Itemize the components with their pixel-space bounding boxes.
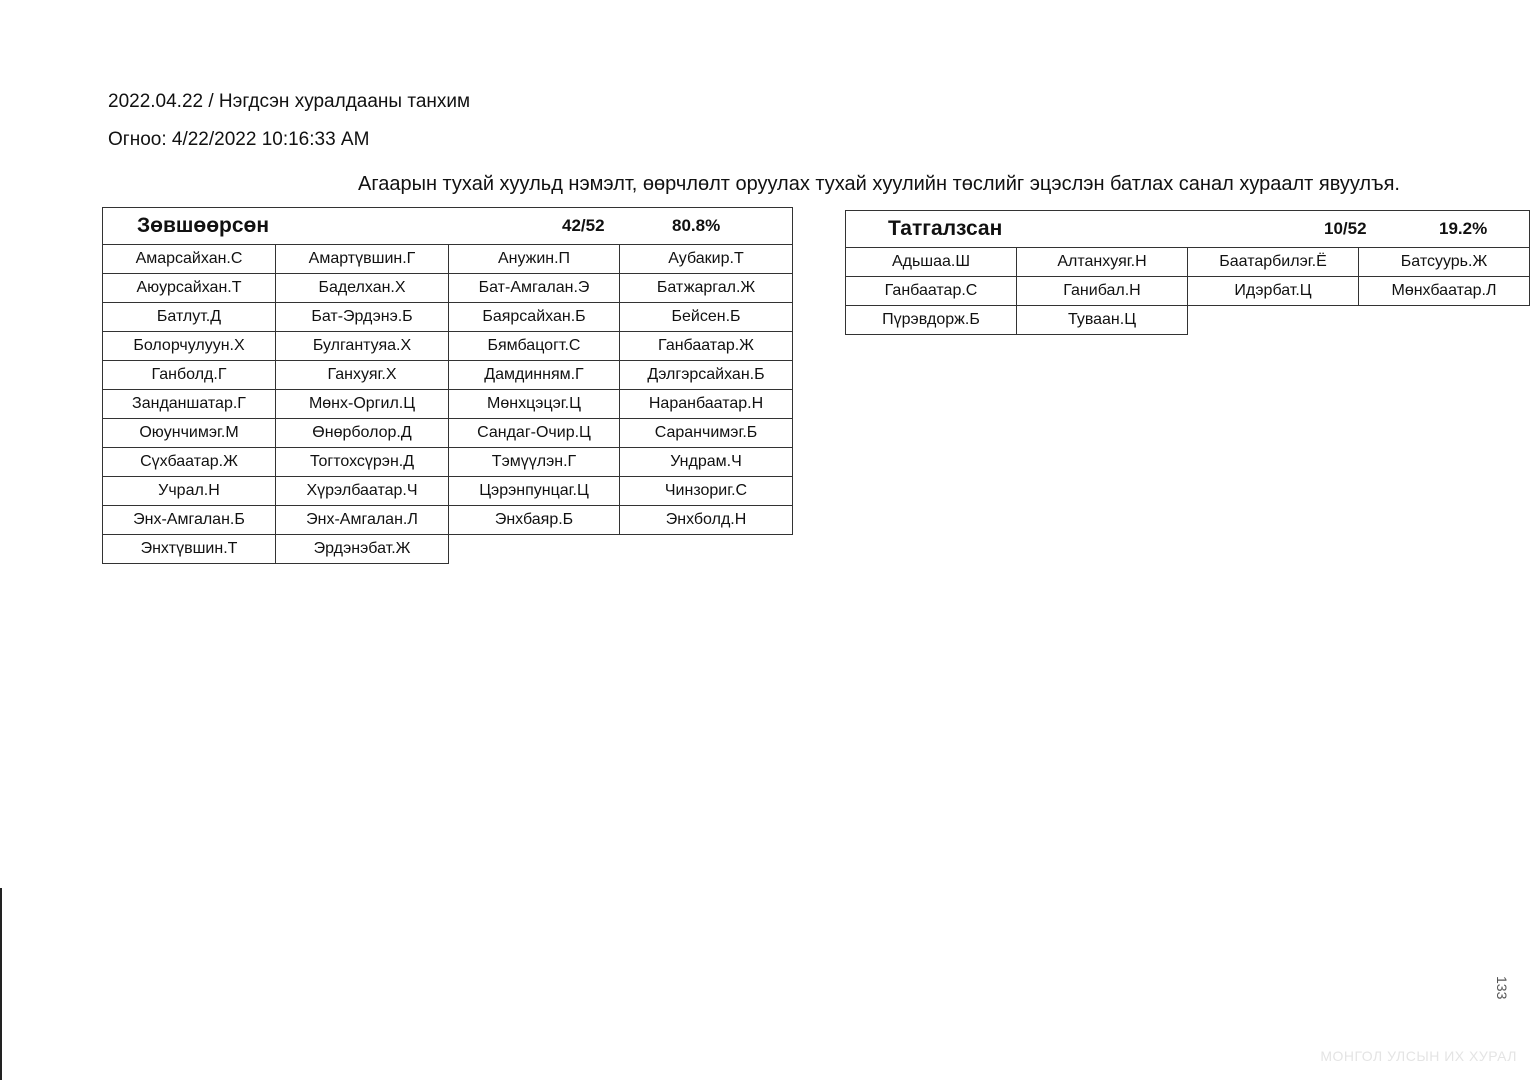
approved-members — [103, 245, 793, 564]
rejected-title: Татгалзсан — [888, 217, 1003, 240]
rejected-row — [846, 248, 1530, 277]
member-name-cell: Ганбаатар.Ж — [620, 332, 793, 361]
member-name-cell: Занданшатар.Г — [103, 390, 276, 419]
member-name-cell: Адьшаа.Ш — [846, 248, 1017, 277]
approved-row — [103, 303, 793, 332]
member-name-cell: Чинзориг.С — [620, 477, 793, 506]
member-name-cell: Тогтохсүрэн.Д — [276, 448, 449, 477]
member-name-cell: Ганбаатар.С — [846, 277, 1017, 306]
member-name-cell: Өнөрболор.Д — [276, 419, 449, 448]
page-number: 133 — [1494, 976, 1510, 1000]
member-name-cell: Энх-Амгалан.Б — [103, 506, 276, 535]
member-name-cell: Батжаргал.Ж — [620, 274, 793, 303]
rejected-count: 10/52 — [1324, 219, 1367, 238]
rejected-percent: 19.2% — [1439, 219, 1488, 238]
member-name-cell: Хүрэлбаатар.Ч — [276, 477, 449, 506]
member-name-cell: Бат-Эрдэнэ.Б — [276, 303, 449, 332]
approved-row — [103, 419, 793, 448]
member-name-cell: Амарсайхан.С — [103, 245, 276, 274]
empty-cell — [1359, 306, 1530, 335]
member-name-cell: Мөнх-Оргил.Ц — [276, 390, 449, 419]
approved-count: 42/52 — [562, 216, 605, 235]
member-name-cell: Бямбацогт.С — [449, 332, 620, 361]
member-name-cell: Амартүвшин.Г — [276, 245, 449, 274]
member-name-cell: Сандаг-Очир.Ц — [449, 419, 620, 448]
rejected-row — [846, 277, 1530, 306]
member-name-cell: Бейсен.Б — [620, 303, 793, 332]
member-name-cell: Энхтүвшин.Т — [103, 535, 276, 564]
empty-cell — [620, 535, 793, 564]
watermark: МОНГОЛ УЛСЫН ИХ ХУРАЛ — [1320, 1048, 1517, 1064]
member-name-cell: Баделхан.Х — [276, 274, 449, 303]
approved-row — [103, 477, 793, 506]
approved-title: Зөвшөөрсөн — [137, 214, 270, 237]
approved-row — [103, 361, 793, 390]
member-name-cell: Анужин.П — [449, 245, 620, 274]
member-name-cell: Энх-Амгалан.Л — [276, 506, 449, 535]
member-name-cell: Энхбаяр.Б — [449, 506, 620, 535]
member-name-cell: Дэлгэрсайхан.Б — [620, 361, 793, 390]
member-name-cell: Ганибал.Н — [1017, 277, 1188, 306]
member-name-cell: Аубакир.Т — [620, 245, 793, 274]
member-name-cell: Мөнхбаатар.Л — [1359, 277, 1530, 306]
member-name-cell: Пүрэвдорж.Б — [846, 306, 1017, 335]
member-name-cell: Саранчимэг.Б — [620, 419, 793, 448]
scan-edge-mark — [0, 888, 2, 1080]
member-name-cell: Баатарбилэг.Ё — [1188, 248, 1359, 277]
empty-cell — [1188, 306, 1359, 335]
member-name-cell: Бат-Амгалан.Э — [449, 274, 620, 303]
member-name-cell: Баярсайхан.Б — [449, 303, 620, 332]
approved-row — [103, 274, 793, 303]
member-name-cell: Аюурсайхан.Т — [103, 274, 276, 303]
member-name-cell: Ганболд.Г — [103, 361, 276, 390]
session-header: 2022.04.22 / Нэгдсэн хуралдааны танхим — [108, 91, 471, 112]
member-name-cell: Эрдэнэбат.Ж — [276, 535, 449, 564]
rejected-header-cell — [846, 211, 1530, 248]
approved-votes-table — [102, 207, 793, 564]
member-name-cell: Учрал.Н — [103, 477, 276, 506]
member-name-cell: Туваан.Ц — [1017, 306, 1188, 335]
approved-row — [103, 332, 793, 361]
approved-header-row — [103, 208, 793, 245]
rejected-votes-table — [845, 210, 1530, 335]
member-name-cell: Сүхбаатар.Ж — [103, 448, 276, 477]
member-name-cell: Мөнхцэцэг.Ц — [449, 390, 620, 419]
empty-cell — [449, 535, 620, 564]
approved-row — [103, 506, 793, 535]
member-name-cell: Батлут.Д — [103, 303, 276, 332]
motion-text: Агаарын тухай хуульд нэмэлт, өөрчлөлт оруулах тухай хуулийн төслийг эцэслэн батлах санал хураалт явуулъя. — [358, 173, 1400, 195]
approved-percent: 80.8% — [672, 216, 721, 235]
vote-datetime: Огноо: 4/22/2022 10:16:33 AM — [108, 129, 370, 150]
member-name-cell: Цэрэнпунцаг.Ц — [449, 477, 620, 506]
member-name-cell: Ундрам.Ч — [620, 448, 793, 477]
approved-row — [103, 448, 793, 477]
member-name-cell: Алтанхуяг.Н — [1017, 248, 1188, 277]
member-name-cell: Оюунчимэг.М — [103, 419, 276, 448]
member-name-cell: Батсуурь.Ж — [1359, 248, 1530, 277]
approved-row — [103, 535, 793, 564]
member-name-cell: Идэрбат.Ц — [1188, 277, 1359, 306]
member-name-cell: Болорчулуун.Х — [103, 332, 276, 361]
member-name-cell: Энхболд.Н — [620, 506, 793, 535]
rejected-row — [846, 306, 1530, 335]
approved-row — [103, 245, 793, 274]
member-name-cell: Тэмүүлэн.Г — [449, 448, 620, 477]
approved-header-cell — [103, 208, 793, 245]
rejected-members — [846, 248, 1530, 335]
rejected-header-row — [846, 211, 1530, 248]
approved-row — [103, 390, 793, 419]
member-name-cell: Ганхуяг.Х — [276, 361, 449, 390]
member-name-cell: Булгантуяа.Х — [276, 332, 449, 361]
member-name-cell: Дамдинням.Г — [449, 361, 620, 390]
member-name-cell: Наранбаатар.Н — [620, 390, 793, 419]
